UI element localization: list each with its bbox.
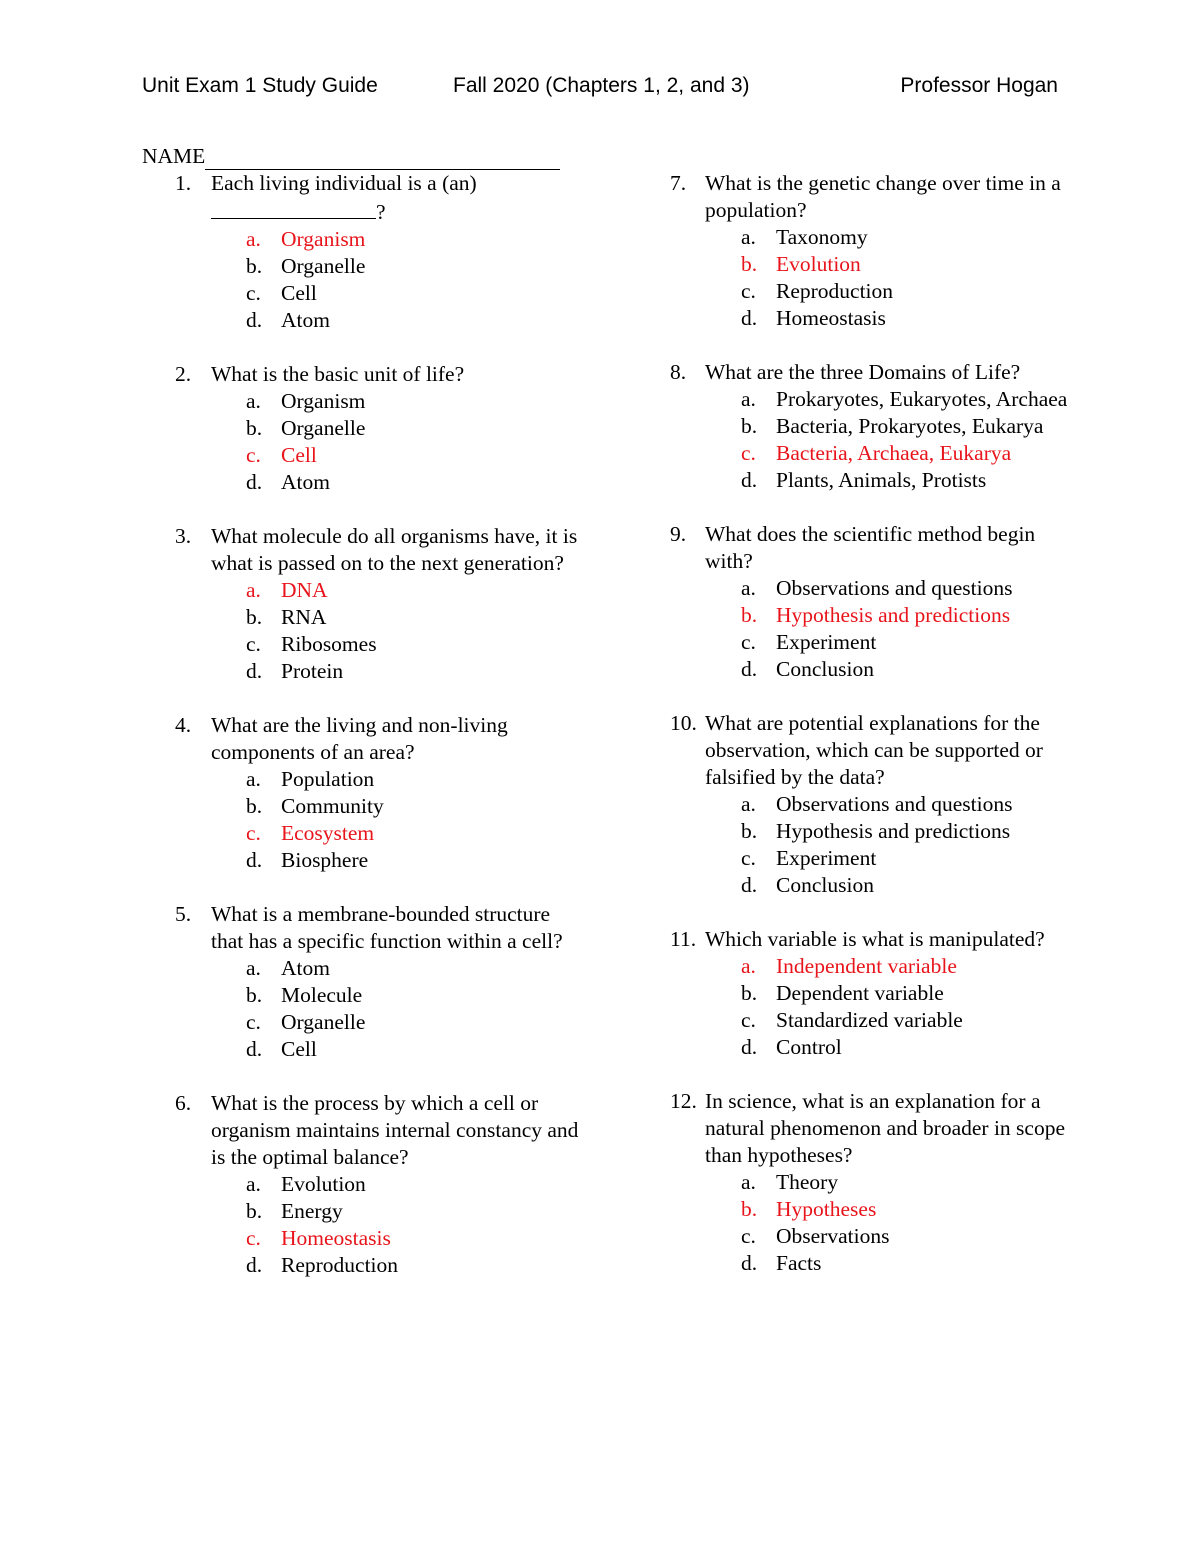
option-text: Cell <box>281 281 317 305</box>
header-title: Unit Exam 1 Study Guide <box>142 74 378 97</box>
option-letter: d. <box>246 1037 263 1061</box>
question-number: 5. <box>175 902 192 926</box>
option-letter: c. <box>741 1224 756 1248</box>
option-text: RNA <box>281 605 327 629</box>
question-text: What does the scientific method begin with? <box>705 522 1036 573</box>
option-letter: a. <box>246 227 261 251</box>
question-text: What are potential explanations for the observation, which can be supported or falsified by the data? <box>705 711 1043 789</box>
option-list <box>670 791 1070 899</box>
option-d <box>142 307 582 334</box>
option-text: Conclusion <box>776 657 874 681</box>
question-3 <box>142 523 582 685</box>
option-letter: d. <box>246 308 263 332</box>
option-d <box>670 872 1070 899</box>
option-a <box>670 1169 1070 1196</box>
option-text: Prokaryotes, Eukaryotes, Archaea <box>776 387 1068 411</box>
option-letter: a. <box>246 1172 261 1196</box>
question-number: 10. <box>670 711 697 735</box>
option-text: Atom <box>281 956 330 980</box>
option-letter: a. <box>246 389 261 413</box>
option-letter: d. <box>246 1253 263 1277</box>
question-11 <box>670 926 1070 1061</box>
option-list <box>142 1171 582 1279</box>
option-letter: d. <box>741 468 758 492</box>
question-8 <box>670 359 1070 494</box>
option-list <box>142 388 582 496</box>
option-letter: d. <box>246 659 263 683</box>
option-d <box>670 305 1070 332</box>
option-letter: c. <box>741 846 756 870</box>
option-letter: b. <box>246 605 263 629</box>
option-d <box>142 1252 582 1279</box>
option-b <box>670 1196 1070 1223</box>
header-instructor: Professor Hogan <box>900 74 1058 97</box>
option-letter: a. <box>741 576 756 600</box>
option-letter: d. <box>741 1251 758 1275</box>
option-letter: b. <box>741 603 758 627</box>
option-a <box>670 953 1070 980</box>
option-letter: a. <box>741 1170 756 1194</box>
option-letter: b. <box>246 794 263 818</box>
option-text: Ribosomes <box>281 632 377 656</box>
option-text: Energy <box>281 1199 343 1223</box>
option-text: Hypotheses <box>776 1197 877 1221</box>
option-b <box>670 413 1070 440</box>
option-letter: c. <box>741 441 756 465</box>
option-text: Standardized variable <box>776 1008 963 1032</box>
page-header <box>142 70 1058 102</box>
option-text: Organelle <box>281 416 366 440</box>
question-7 <box>670 170 1070 332</box>
question-number: 1. <box>175 171 192 195</box>
option-text: Experiment <box>776 630 877 654</box>
option-letter: a. <box>741 792 756 816</box>
option-d <box>670 1034 1070 1061</box>
option-text: Homeostasis <box>776 306 886 330</box>
option-c <box>142 1225 582 1252</box>
answer-blank <box>211 197 376 219</box>
option-text: Hypothesis and predictions <box>776 603 1011 627</box>
option-a <box>142 226 582 253</box>
option-b <box>142 253 582 280</box>
option-list <box>142 766 582 874</box>
option-text: Theory <box>776 1170 839 1194</box>
option-b <box>670 818 1070 845</box>
option-letter: d. <box>741 1035 758 1059</box>
option-text: Cell <box>281 1037 317 1061</box>
question-9 <box>670 521 1070 683</box>
question-number: 9. <box>670 522 687 546</box>
option-list <box>142 577 582 685</box>
question-4 <box>142 712 582 874</box>
option-letter: d. <box>246 848 263 872</box>
option-list <box>142 226 582 334</box>
option-letter: b. <box>246 1199 263 1223</box>
option-c <box>670 845 1070 872</box>
option-letter: a. <box>741 954 756 978</box>
option-b <box>142 982 582 1009</box>
question-number: 12. <box>670 1089 697 1113</box>
option-c <box>670 1223 1070 1250</box>
right-question-list <box>670 170 1070 1277</box>
option-letter: b. <box>741 1197 758 1221</box>
question-5 <box>142 901 582 1063</box>
option-a <box>142 955 582 982</box>
question-1 <box>142 170 582 334</box>
option-letter: b. <box>741 414 758 438</box>
option-text: Reproduction <box>281 1253 399 1277</box>
option-text: Molecule <box>281 983 363 1007</box>
option-text: Biosphere <box>281 848 369 872</box>
option-a <box>670 791 1070 818</box>
option-text: Organelle <box>281 1010 366 1034</box>
option-letter: b. <box>246 416 263 440</box>
option-b <box>670 251 1070 278</box>
option-text: Bacteria, Prokaryotes, Eukarya <box>776 414 1044 438</box>
question-text-before: Each living individual is a (an) <box>211 171 477 195</box>
option-a <box>142 766 582 793</box>
option-letter: a. <box>741 387 756 411</box>
question-number: 2. <box>175 362 192 386</box>
option-letter: c. <box>246 281 261 305</box>
option-text: Plants, Animals, Protists <box>776 468 987 492</box>
question-number: 4. <box>175 713 192 737</box>
option-text: Organism <box>281 389 366 413</box>
option-a <box>670 386 1070 413</box>
question-number: 6. <box>175 1091 192 1115</box>
option-c <box>142 631 582 658</box>
question-number: 8. <box>670 360 687 384</box>
option-a <box>142 577 582 604</box>
option-letter: c. <box>246 1226 261 1250</box>
left-question-list <box>142 170 582 1279</box>
name-field <box>142 143 582 170</box>
option-text: Evolution <box>281 1172 366 1196</box>
option-d <box>142 469 582 496</box>
name-label: NAME <box>142 144 206 168</box>
question-text: What molecule do all organisms have, it is what is passed on to the next generation? <box>211 524 578 575</box>
option-text: Facts <box>776 1251 822 1275</box>
option-text: Experiment <box>776 846 877 870</box>
option-b <box>142 793 582 820</box>
option-c <box>670 278 1070 305</box>
option-text: Population <box>281 767 375 791</box>
question-text: Which variable is what is manipulated? <box>705 927 1045 951</box>
option-a <box>670 575 1070 602</box>
option-text: Ecosystem <box>281 821 375 845</box>
option-list <box>670 1169 1070 1277</box>
question-text: What is the basic unit of life? <box>211 362 465 386</box>
question-text-after: ? <box>376 200 386 224</box>
option-letter: b. <box>246 254 263 278</box>
option-b <box>142 604 582 631</box>
option-list <box>670 386 1070 494</box>
option-b <box>670 602 1070 629</box>
question-text <box>211 170 582 226</box>
left-column <box>142 143 582 1306</box>
option-letter: b. <box>741 819 758 843</box>
option-b <box>142 415 582 442</box>
option-text: Cell <box>281 443 317 467</box>
question-text: In science, what is an explanation for a natural phenomenon and broader in scope than hypotheses? <box>705 1089 1065 1167</box>
header-term: Fall 2020 (Chapters 1, 2, and 3) <box>453 74 750 97</box>
question-6 <box>142 1090 582 1279</box>
option-text: Conclusion <box>776 873 874 897</box>
option-letter: c. <box>246 1010 261 1034</box>
right-column <box>670 170 1070 1304</box>
option-text: Organelle <box>281 254 366 278</box>
option-text: Protein <box>281 659 344 683</box>
option-c <box>670 1007 1070 1034</box>
option-letter: d. <box>741 306 758 330</box>
question-12 <box>670 1088 1070 1277</box>
option-letter: a. <box>741 225 756 249</box>
option-text: Independent variable <box>776 954 957 978</box>
question-text: What are the living and non-living components of an area? <box>211 713 508 764</box>
option-letter: c. <box>246 443 261 467</box>
option-d <box>142 658 582 685</box>
option-a <box>670 224 1070 251</box>
option-text: Dependent variable <box>776 981 944 1005</box>
option-text: Reproduction <box>776 279 894 303</box>
question-text: What are the three Domains of Life? <box>705 360 1021 384</box>
option-c <box>142 1009 582 1036</box>
name-blank <box>205 148 560 170</box>
option-c <box>670 629 1070 656</box>
option-c <box>142 442 582 469</box>
option-d <box>670 467 1070 494</box>
option-letter: b. <box>246 983 263 1007</box>
option-d <box>142 847 582 874</box>
option-text: Observations and questions <box>776 792 1013 816</box>
option-letter: c. <box>741 630 756 654</box>
option-d <box>670 1250 1070 1277</box>
option-text: Homeostasis <box>281 1226 391 1250</box>
question-number: 11. <box>670 927 697 951</box>
option-text: DNA <box>281 578 328 602</box>
option-text: Hypothesis and predictions <box>776 819 1011 843</box>
option-letter: d. <box>741 657 758 681</box>
question-text: What is a membrane-bounded structure that has a specific function within a cell? <box>211 902 563 953</box>
option-letter: c. <box>741 1008 756 1032</box>
option-list <box>670 575 1070 683</box>
option-letter: c. <box>246 632 261 656</box>
option-c <box>670 440 1070 467</box>
option-b <box>670 980 1070 1007</box>
option-c <box>142 820 582 847</box>
question-number: 3. <box>175 524 192 548</box>
option-text: Control <box>776 1035 842 1059</box>
option-letter: a. <box>246 767 261 791</box>
option-letter: c. <box>741 279 756 303</box>
option-a <box>142 1171 582 1198</box>
question-text: What is the genetic change over time in a population? <box>705 171 1061 222</box>
option-letter: a. <box>246 956 261 980</box>
option-text: Taxonomy <box>776 225 868 249</box>
option-letter: d. <box>741 873 758 897</box>
option-letter: d. <box>246 470 263 494</box>
option-list <box>670 224 1070 332</box>
option-letter: a. <box>246 578 261 602</box>
option-d <box>142 1036 582 1063</box>
option-d <box>670 656 1070 683</box>
option-text: Atom <box>281 470 330 494</box>
option-b <box>142 1198 582 1225</box>
question-10 <box>670 710 1070 899</box>
option-letter: b. <box>741 252 758 276</box>
option-text: Community <box>281 794 384 818</box>
option-a <box>142 388 582 415</box>
option-list <box>670 953 1070 1061</box>
option-text: Organism <box>281 227 366 251</box>
option-letter: c. <box>246 821 261 845</box>
option-c <box>142 280 582 307</box>
question-text: What is the process by which a cell or organism maintains internal constancy and is the optimal balance? <box>211 1091 579 1169</box>
option-text: Evolution <box>776 252 861 276</box>
option-text: Atom <box>281 308 330 332</box>
option-list <box>142 955 582 1063</box>
option-text: Observations and questions <box>776 576 1013 600</box>
question-number: 7. <box>670 171 687 195</box>
option-text: Observations <box>776 1224 890 1248</box>
question-2 <box>142 361 582 496</box>
option-letter: b. <box>741 981 758 1005</box>
option-text: Bacteria, Archaea, Eukarya <box>776 441 1012 465</box>
